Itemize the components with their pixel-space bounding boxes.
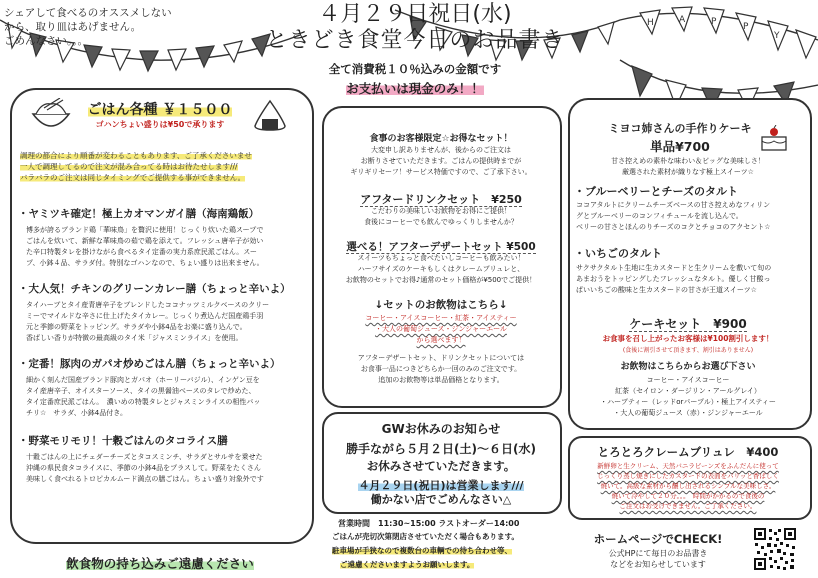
gw-open-notice: ４月２９日(祝日)は営業します/// (358, 479, 524, 492)
cake-drink-line: コーヒー・アイスコーヒー (646, 376, 730, 384)
note-line: ごめんなさい。。。 (4, 35, 88, 47)
dessert-set-title: 選べる！アフターデザートセット ¥500 (346, 241, 536, 253)
page-date: ４月２９日祝日(水) (318, 2, 512, 27)
gw-dates: 勝手ながら５月２日(土)〜６日(水) (346, 442, 536, 456)
gw-apology: 働かない店でごめんなさい△ (370, 493, 512, 506)
cake-set-discount: お食事を召し上がったお客様は¥100割引します！ (602, 334, 774, 343)
dessert-set-description (326, 253, 556, 286)
menu-item-desc: タイ産唐辛子、オイスターソース、タイの黒醤油ベースのタレで炒めた、 (26, 387, 256, 395)
menu-item-desc: タイ定番庶民派ごはん。 濃いめの特製タレとジャスミンライスの相性バッ (26, 398, 261, 406)
drink-list-line: から選べます！ (416, 336, 466, 344)
parking-notice-line2 (340, 559, 560, 570)
drink-desc-line: 食後にコーヒーでも飲んでゆっくりしませんか？ (364, 218, 518, 226)
cake-drink-line: ・大人の葡萄ジュース（赤）・ジンジャーエール (613, 409, 763, 417)
small-portion-note: ゴハンちょい盛りは¥50で承ります (95, 120, 225, 129)
tax-note: 全て消費税１０％込みの金額です (328, 62, 502, 76)
note-line: シェアして食べるのオススメしない (4, 7, 172, 19)
drink-desc-line: こだわりの美味しいお飲物をお得にご提供！ (371, 207, 511, 215)
menu-item-desc: ミーでマイルドな辛さに仕上げたタイカレー。じっくり煮込んだ国産鶏手羽 (26, 312, 264, 320)
cake-price: 単品¥700 (650, 139, 710, 154)
dessert-desc-line: スイーツもちょっと食べたいしコーヒーも飲みたい！ (357, 254, 525, 262)
brulee-description (572, 461, 804, 511)
menu-item-desc: た辛口特製タレを掛けながら食べるタイ定番の実力系庶民派ごはん。スー (26, 248, 257, 256)
drink-set-title: アフタードリンクセット ¥250 (360, 193, 522, 206)
cake-set-title: ケーキセット ¥900 (629, 317, 747, 331)
sold-out-notice: ごはんが売切次第閉店させていただく場合もあります。 (332, 532, 519, 541)
notice-line: バラバラのご注文は同じタイミングでご提供する事ができません。 (20, 173, 246, 182)
tart-desc-line: ぱいいちごの酸味と生カスタードの甘さが王道スイーツ☆ (576, 286, 757, 294)
menu-item-desc: 元と季節の野菜をトッピング。サラダや小鉢4品をお楽に盛り込んで。 (26, 323, 247, 331)
set-desc-line: ギリギリセーフ！サービス特価ですので、ご了承下さい。 (350, 168, 532, 176)
notice-line: 一人で調理してるので注文が混み合ってる時はお待たせします/// (20, 162, 238, 171)
menu-item-desc: ごはんを炊いて、新鮮な華味鳥の茹で鶏を添えて。フレッシュ唐辛子が効い (26, 237, 264, 245)
strawberry-tart-title: ・ いちごのタルト (574, 245, 804, 261)
brulee-desc-line: 新鮮卵と生クリーム、天然バニラビーンズをふんだんに使って (597, 462, 779, 470)
menu-item (18, 356, 306, 419)
set-drinks-list (326, 313, 556, 346)
blueberry-tart-title: ・ ブルーベリーとチーズのタルト (574, 183, 804, 199)
menu-item-desc: 細かく刻んだ国産ブランド豚肉とガパオ（ホーリーバジル）、インゲン豆を (26, 376, 260, 384)
cake-description (572, 156, 804, 178)
drink-set-description (326, 206, 556, 228)
menu-item-desc: 美味しく食べれるトロピカルムード満点の膳ごはん。ちょい盛り対象外です (26, 475, 264, 483)
menu-item-desc: 香ばしい香りが特徴の最高級のタイ米「ジャスミンライス」を使用。 (26, 334, 243, 342)
menu-item-desc: 博多が誇るブランド鶏「華味鳥」を贅沢に使用！じっくり炊いた鶏スープで (26, 226, 264, 234)
parking-notice-line1 (332, 545, 562, 556)
homepage-desc-line: 公式HPにて毎日のお品書き (608, 549, 708, 558)
tart-desc-line: グとブルーベリーのコンフィチュールを流し込んで。 (576, 212, 743, 220)
no-outside-food-notice: 飲食物の持ち込みご遠慮ください (66, 556, 254, 571)
cake-set-drink-choice: お飲物はこちらからお選び下さい (620, 362, 756, 372)
menu-item-name: ・ 定番！豚肉のガパオ炒めごはん膳（ちょっと辛いよ） (18, 356, 306, 371)
tart-desc-line: ココアタルトにクリームチーズベースの甘さ控えめなフィリン (576, 201, 771, 209)
drink-list-line: コーヒー・アイスコーヒー・紅茶・アイスティー (365, 314, 517, 322)
brulee-desc-line: ご注文はお受けできません。ご了承ください。 (619, 502, 757, 510)
dessert-desc-line: お飲物のセットでお得♪通常のセット価格が¥500でご提供！ (345, 276, 537, 284)
homepage-desc-line: などをお知らせしています (610, 560, 706, 569)
page-title: ときどき食堂今日のお品書き (265, 28, 565, 53)
brulee-desc-line: じっくり蒸し焼きにしたカスタードの表面をパリッと香ばしく (597, 472, 779, 480)
cake-title: ミヨコ姉さんの手作りケーキ (608, 122, 752, 135)
set-desc-line: お断りさせていただきます。ごはんの提供時までが (360, 157, 522, 165)
set-desc-line: 大変申し訳ありませんが、後からのご注文は (371, 146, 511, 154)
menu-item-desc: プ、小鉢４品、サラダ付。特別なゴハンなので、ちょい盛りは出来ません。 (26, 259, 264, 267)
strawberry-tart-description (576, 263, 806, 296)
cake-set-drinks (572, 375, 804, 419)
parking-notice-line: 駐車場が手狭なので複数台の車輌での待ち合わせ等、 (332, 546, 512, 555)
cash-only-notice: お支払いは現金のみ！！ (346, 81, 484, 96)
svg-text:H: H (647, 18, 654, 28)
brulee-desc-line: 焼いて。高級な素材から醸し出されるシンプルな美味しさ。 (600, 482, 776, 490)
set-title: 食事のお客様限定☆お得なセット！ (369, 134, 513, 144)
gw-closed: お休みさせていただきます。 (366, 459, 516, 473)
set-drinks-title: ↓セットのお飲物はこちら↓ (374, 299, 508, 311)
homepage-title: ホームページでCHECK! (593, 532, 723, 546)
rice-menu-title: ごはん各種 ￥１５００ (87, 102, 233, 118)
drink-note-line: アフターデザートセット、ドリンクセットについては (357, 354, 525, 362)
tart-desc-line: ベリーの甘さとほんのりチーズのコクとチョコのアクセント☆ (576, 223, 771, 231)
set-description (326, 145, 556, 178)
business-hours: 営業時間 11:30~15:00 ラストオーダー14:00 (338, 519, 520, 528)
qr-code-icon[interactable] (752, 526, 798, 572)
menu-item (18, 433, 306, 485)
brulee-title: とろとろクレームブリュレ ¥400 (597, 445, 779, 459)
cake-drink-line: 紅茶（セイロン・ダージリン・アールグレイ） (615, 387, 761, 395)
blueberry-tart-description (576, 200, 806, 233)
svg-text:A: A (679, 15, 686, 25)
menu-item-name: ・ 野菜モリモリ！十穀ごはんのタコライス膳 (18, 433, 306, 448)
svg-text:P: P (743, 22, 749, 32)
menu-item (18, 206, 306, 269)
menu-item-desc: 十穀ごはんの上にチェダーチーズとタコスミンチ、サラダとサルサを乗せた (26, 453, 263, 461)
menu-item (18, 281, 306, 344)
tart-desc-line: あまおうをトッピングしたフレッシュなタルト。優しく甘酸っ (576, 275, 771, 283)
gw-title: GWお休みのお知らせ (381, 422, 501, 436)
note-line: から、取り皿はあげません。 (4, 21, 142, 33)
svg-text:P: P (711, 17, 717, 27)
brulee-desc-line: 焼いて冷やして２０分。。。 時間がかかるので食後の (611, 492, 765, 500)
cake-set-discount-note: (食後に割引させて頂きます、割引はありません) (622, 347, 754, 354)
menu-item-desc: タイハーブとタイ産青唐辛子をブレンドしたココナッツミルクベースのクリー (26, 301, 270, 309)
tart-desc-line: サクサクタルト生地に生カスタードと生クリームを敷いて旬の (576, 264, 772, 272)
parking-notice-line: ご遠慮くださいますようお願いします。 (340, 560, 475, 569)
no-sharing-note (4, 6, 244, 48)
set-drinks-note (326, 353, 556, 386)
order-notice (20, 150, 302, 183)
menu-item-desc: チリ☆ サラダ、小鉢4品付き。 (26, 409, 127, 417)
menu-item-name: ・ 大人気！チキンのグリーンカレー膳（ちょっと辛いよ） (18, 281, 306, 296)
svg-text:Y: Y (774, 31, 780, 41)
cake-desc-line: 甘さ控えめの素朴な味わい＆ビッグな美味しさ！ (611, 157, 765, 165)
menu-item-desc: 沖縄の県民食タコライスに、季節の小鉢4品をプラスして。野菜をたくさん (26, 464, 261, 472)
notice-line: 調理の都合により順番が変わることもあります、ご了承くださいませ (20, 151, 252, 160)
drink-note-line: お食事一品につきどちらか一回のみのご注文です。 (360, 365, 522, 373)
dessert-desc-line: ハーフサイズのケーキもしくはクレームブリュレと、 (357, 265, 525, 273)
drink-list-line: ・大人の葡萄ジュース・ジンジャーエール (375, 325, 507, 333)
cake-desc-line: 厳選された素材が織りなす極上スイーツ☆ (622, 168, 754, 176)
drink-note-line: 追加のお飲物等は単品価格となります。 (378, 376, 504, 384)
cake-drink-line: ・ハーブティー（レッドorパープル）・極上アイスティー (600, 398, 776, 406)
menu-item-name: ・ ヤミツキ確定！極上カオマンガイ膳（海南鶏飯） (18, 206, 306, 221)
homepage-description (578, 548, 738, 570)
